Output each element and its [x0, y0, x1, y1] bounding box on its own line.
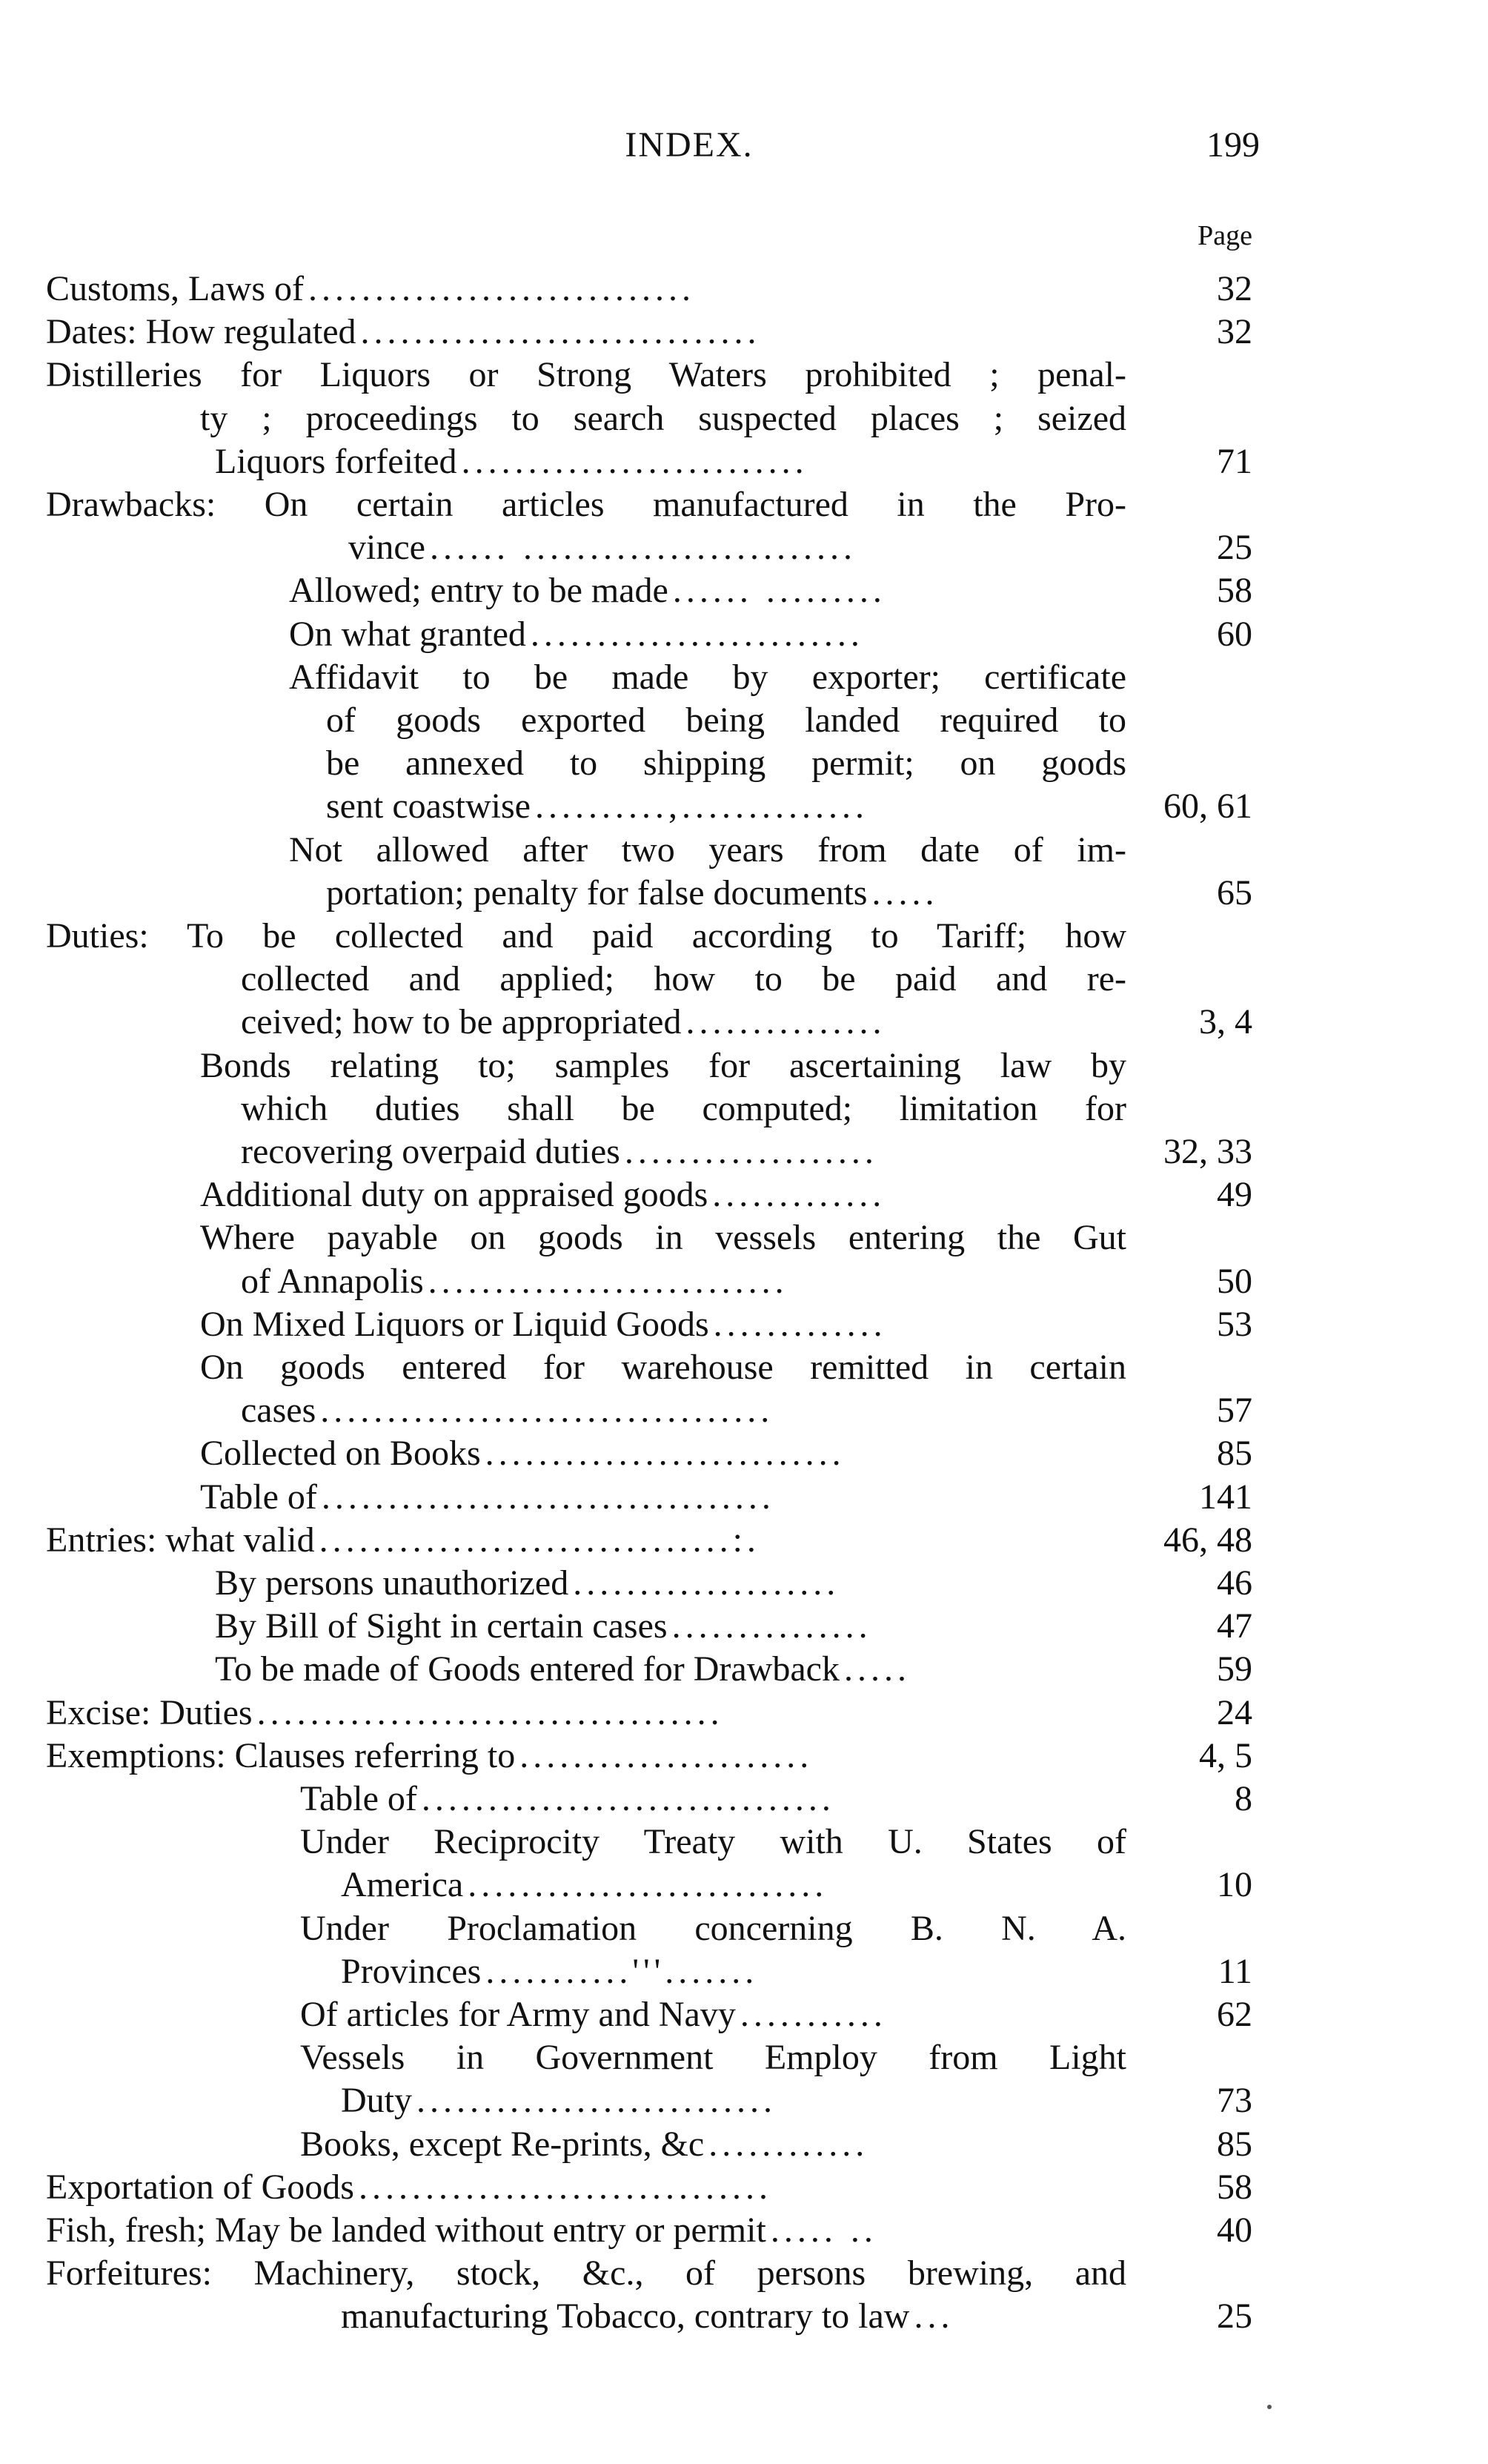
page-column-label: Page: [1198, 220, 1252, 251]
index-entry-label: be annexed to shipping permit; on goods: [326, 743, 1126, 784]
index-page-ref: 65: [1217, 872, 1252, 913]
index-page-ref: 40: [1217, 2210, 1252, 2250]
index-entry-label: Excise: Duties: [46, 1692, 253, 1732]
index-entry-text: [326, 743, 1126, 784]
index-entry-text: [326, 700, 1126, 741]
index-entry-label: Allowed; entry to be made: [289, 571, 668, 611]
index-leader-dots: ...... .........................: [429, 528, 857, 568]
page-number: 199: [1206, 125, 1260, 165]
index-leader-dots: ...........'''.......: [485, 1951, 759, 1991]
index-page-ref: 73: [1217, 2081, 1252, 2121]
index-entry-label: Fish, fresh; May be landed without entry or permit: [46, 2210, 766, 2250]
index-leader-dots: ...... .........: [672, 571, 886, 611]
index-entry-text: [200, 1045, 1126, 1087]
index-entry-label: Table of: [200, 1477, 317, 1517]
index-leader-dots: .....: [871, 872, 939, 913]
index-entry-label: Customs, Laws of: [46, 269, 304, 308]
index-leader-dots: ..........,..............: [534, 786, 868, 827]
index-page-ref: 8: [1235, 1779, 1252, 1818]
stray-mark: [1267, 2405, 1272, 2409]
index-entry-text: [46, 2253, 1126, 2294]
index-entry-label: Additional duty on appraised goods: [200, 1175, 708, 1215]
index-page-ref: 32: [1217, 269, 1252, 308]
index-page-ref: 60, 61: [1163, 786, 1252, 827]
index-leader-dots: ...........................: [416, 2081, 777, 2121]
index-entry-label: On goods entered for warehouse remitted in certain: [200, 1348, 1126, 1387]
index-page-ref: 25: [1217, 2296, 1252, 2337]
index-page-ref: 60: [1217, 614, 1252, 654]
index-entry-text: [200, 1347, 1126, 1388]
index-page-ref: 3, 4: [1199, 1002, 1252, 1042]
index-leader-dots: ...................................: [256, 1692, 724, 1732]
index-entry-label: Exemptions: Clauses referring to: [46, 1735, 516, 1775]
index-entry-text: [241, 958, 1126, 1000]
index-page-ref: 71: [1217, 441, 1252, 481]
index-leader-dots: ...........................: [468, 1865, 828, 1905]
index-entry-label: Not allowed after two years from date of im-: [289, 829, 1126, 870]
page-title: INDEX.: [625, 125, 754, 165]
index-entry-label: Table of: [300, 1779, 417, 1818]
index-entry-text: [46, 484, 1126, 526]
index-leader-dots: ..............................: [360, 312, 761, 352]
index-entry-label: of Annapolis: [241, 1261, 424, 1301]
index-leader-dots: ..................................: [320, 1391, 774, 1431]
index-entry-label: which duties shall be computed; limitation for: [241, 1088, 1126, 1128]
index-page-ref: 57: [1217, 1391, 1252, 1431]
index-entry-label: Of articles for Army and Navy: [300, 1995, 736, 2034]
index-leader-dots: ...............................: [358, 2167, 772, 2207]
index-page-ref: 46: [1217, 1563, 1252, 1603]
index-entry-label: America: [341, 1865, 464, 1905]
index-entry-text: [46, 354, 1126, 396]
index-page-ref: 85: [1217, 2124, 1252, 2164]
index-page-ref: 49: [1217, 1175, 1252, 1215]
index-leader-dots: ...................: [624, 1132, 878, 1171]
index-leader-dots: .............: [713, 1304, 887, 1344]
index-page-ref: 25: [1217, 528, 1252, 568]
index-leader-dots: ...........................: [428, 1261, 788, 1301]
index-entry-text: [200, 398, 1126, 440]
index-leader-dots: ............: [708, 2124, 869, 2164]
index-entry-label: vince: [348, 528, 425, 568]
index-entry-label: Distilleries for Liquors or Strong Waters prohibited ; penal-: [46, 355, 1126, 395]
index-page-ref: 58: [1217, 571, 1252, 611]
index-entry-label: cases: [241, 1391, 316, 1431]
index-entry-label: Entries: what valid: [46, 1520, 315, 1560]
index-leader-dots: ...........: [740, 1995, 887, 2034]
index-entry-label: collected and applied; how to be paid and re-: [241, 959, 1126, 999]
index-page-ref: 58: [1217, 2167, 1252, 2207]
index-entry-label: By persons unauthorized: [215, 1563, 569, 1603]
index-page-ref: 53: [1217, 1304, 1252, 1344]
index-page-ref: 46, 48: [1163, 1520, 1252, 1560]
index-page-ref: 85: [1217, 1434, 1252, 1474]
index-leader-dots: ....................: [573, 1563, 840, 1603]
index-leader-dots: .....: [843, 1649, 911, 1689]
index-page-ref: 59: [1217, 1649, 1252, 1689]
index-entry-label: of goods exported being landed required to: [326, 701, 1126, 740]
index-entry-label: Affidavit to be made by exporter; certificate: [289, 657, 1126, 697]
index-leader-dots: ...............................:.: [319, 1520, 760, 1560]
index-entry-label: ty ; proceedings to search suspected places ; seized: [200, 398, 1126, 438]
index-entry-label: Duties: To be collected and paid according to Tariff; how: [46, 916, 1126, 956]
index-page-ref: 10: [1217, 1865, 1252, 1905]
index-page-ref: 62: [1217, 1995, 1252, 2034]
index-entry-label: Forfeitures: Machinery, stock, &c., of persons brewing, and: [46, 2253, 1126, 2294]
index-page-ref: 32: [1217, 312, 1252, 352]
index-leader-dots: ...: [914, 2296, 954, 2337]
index-leader-dots: ..... ..: [770, 2210, 877, 2250]
index-leader-dots: ...............................: [421, 1779, 835, 1818]
index-entry-text: [241, 1088, 1126, 1130]
index-leader-dots: ..........................: [461, 441, 808, 481]
index-entry-text: [300, 1821, 1126, 1863]
index-entry-label: To be made of Goods entered for Drawback: [215, 1649, 840, 1689]
index-entry-label: Vessels in Government Employ from Light: [300, 2038, 1126, 2078]
index-entry-text: [46, 915, 1126, 957]
index-entry-label: recovering overpaid duties: [241, 1132, 620, 1171]
index-entry-text: [300, 2037, 1126, 2079]
index-leader-dots: ...............: [671, 1606, 872, 1646]
index-page-ref: 4, 5: [1199, 1735, 1252, 1775]
index-leader-dots: .............: [712, 1175, 886, 1215]
index-entry-text: [200, 1217, 1126, 1259]
index-entry-label: Collected on Books: [200, 1434, 481, 1474]
index-entry-label: Bonds relating to; samples for ascertaining law by: [200, 1045, 1126, 1085]
index-page-ref: 32, 33: [1163, 1132, 1252, 1171]
index-entry-label: Exportation of Goods: [46, 2167, 354, 2207]
index-leader-dots: .............................: [308, 269, 695, 308]
index-entry-label: Books, except Re-prints, &c: [300, 2124, 705, 2164]
index-entry-text: [289, 657, 1126, 698]
index-entry-label: portation; penalty for false documents: [326, 872, 868, 913]
index-entry-label: Where payable on goods in vessels entering the Gut: [200, 1218, 1126, 1258]
index-entry-label: ceived; how to be appropriated: [241, 1002, 682, 1042]
index-entry-label: Duty: [341, 2081, 412, 2121]
index-entry-label: Drawbacks: On certain articles manufactured in the Pro-: [46, 485, 1126, 524]
index-page-ref: 141: [1199, 1477, 1252, 1517]
index-entry-text: [300, 1908, 1126, 1950]
index-entry-label: Provinces: [341, 1951, 482, 1991]
index-entry-label: On what granted: [289, 614, 526, 654]
index-entry-label: Liquors forfeited: [215, 441, 457, 481]
index-leader-dots: ..................................: [321, 1477, 775, 1517]
index-entry-label: On Mixed Liquors or Liquid Goods: [200, 1304, 709, 1344]
index-entry-label: Under Reciprocity Treaty with U. States of: [300, 1822, 1126, 1862]
index-page-ref: 11: [1218, 1951, 1252, 1991]
index-leader-dots: ...............: [685, 1002, 886, 1042]
index-page-ref: 50: [1217, 1261, 1252, 1301]
index-entry-label: Under Proclamation concerning B. N. A.: [300, 1908, 1126, 1948]
index-page-ref: 24: [1217, 1692, 1252, 1732]
index-entry-label: Dates: How regulated: [46, 312, 356, 352]
index-page-ref: 47: [1217, 1606, 1252, 1646]
index-entry-label: sent coastwise: [326, 786, 531, 827]
index-leader-dots: ......................: [519, 1735, 814, 1775]
index-entry-text: [289, 829, 1126, 871]
index-entry-label: manufacturing Tobacco, contrary to law: [341, 2296, 910, 2337]
index-leader-dots: .........................: [530, 614, 864, 654]
index-leader-dots: ...........................: [485, 1434, 846, 1474]
index-entry-label: By Bill of Sight in certain cases: [215, 1606, 668, 1646]
